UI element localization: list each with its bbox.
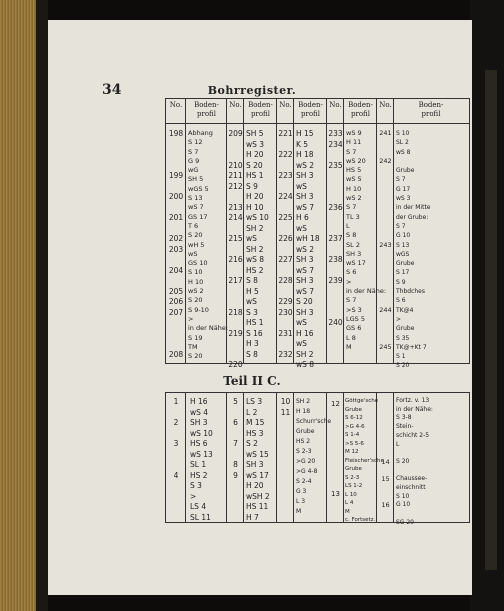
section-title: Teil II C. bbox=[223, 374, 281, 388]
bodenprofil-cell: S 10 SL 2 wS 8 Grube S 7 G 17 wS 3 in der Mitte der Grube: S 7 G 10 S 13 wGS Grube S 17 S 9 Thbdches S 6 TK@4 > Grube S 35 TK@+Kt 7 S 1 S 20 bbox=[396, 130, 431, 370]
bohr-numbers: 12 13 bbox=[331, 400, 340, 498]
bodenprofil-cell: H 16 wS 4 SH 3 wS 10 HS 6 wS 13 SL 1 HS 2 S 3 > LS 4 SL 11 bbox=[190, 397, 213, 522]
bohr-table-teil-iic bbox=[165, 392, 470, 526]
header-bodenprofil: Boden- profil bbox=[248, 101, 273, 118]
bohr-numbers: 209 210 211 212 213 214 215 216 217 218 219 220 bbox=[228, 129, 243, 369]
bohr-numbers: 5 6 7 8 9 bbox=[233, 397, 238, 480]
bodenprofil-cell: Abhang S 12 S 7 G 9 wG SH 5 wGS 5 S 13 wS 7 GS 17 T 6 S 20 wH 5 wS GS 10 S 10 H 10 wS 2 S 20 S 9-10 > in der Nähe: S 19 TM S 20 bbox=[188, 129, 229, 361]
bohr-numbers: 233 234 235 236 237 238 239 240 bbox=[328, 129, 343, 327]
header-bodenprofil: Boden- profil bbox=[348, 101, 373, 118]
bodenprofil-cell: wS 9 H 11 S 7 wS 20 HS 5 wS 5 H 10 wS 2 S 7 TL 3 L S 8 SL 2 SH 3 wS 17 S 6 > in der Nähe: S 7 >S 3 LGS 5 GS 6 L 8 M bbox=[346, 129, 387, 351]
header-bodenprofil: Boden- profil bbox=[194, 101, 219, 118]
bohr-numbers: 1 2 3 4 bbox=[173, 397, 179, 480]
bohr-numbers: 198 199 200 201 202 203 204 205 206 207 208 bbox=[168, 129, 184, 359]
bodenprofil-cell: LS 3 L 2 M 15 HS 3 S 2 wS 15 SH 3 wS 17 H 20 wSH 2 HS 11 H 7 bbox=[246, 397, 270, 522]
bodenprofil-cell: SH 5 wS 3 H 20 S 20 HS 1 S 9 H 20 H 10 wS 10 SH 2 wS SH 2 wS 8 HS 2 S 8 H 5 wS S 3 HS 1 S 16 H 3 S 8 bbox=[246, 129, 269, 359]
header-no: No. bbox=[379, 101, 392, 109]
bodenprofil-cell: H 15 K 5 H 18 wS 2 SH 3 wS SH 3 wS 7 H 6 wS wH 18 wS 2 SH 3 wS 7 SH 3 wS 7 S 20 SH 3 wS H 16 wS SH 2 wS 8 bbox=[296, 129, 320, 369]
bohr-numbers: 221 222 223 224 225 226 227 228 229 230 231 232 bbox=[278, 129, 293, 359]
header-no: No. bbox=[329, 101, 342, 109]
header-no: No. bbox=[279, 101, 292, 109]
bohr-numbers: 10 11 bbox=[280, 397, 291, 417]
running-head: Bohrregister. bbox=[207, 84, 297, 97]
header-no: No. bbox=[169, 101, 183, 109]
bohr-numbers: 241 242 243 244 245 bbox=[379, 129, 392, 351]
header-bodenprofil: Boden- profil bbox=[298, 101, 323, 118]
header-no: No. bbox=[229, 101, 242, 109]
bohr-table-main bbox=[165, 98, 470, 370]
bodenprofil-cell: Fortz. v. 13 in der Nähe: S 3-8 Stein- schicht 2-5 L S 20 Chaussee- einschnitt S 10 G 10 SG 20 bbox=[396, 397, 433, 526]
bodenprofil-cell: Göttge'sche Grube S 6-12 >G 4-6 S 1-4 >S 5-6 M 12 Fleischer'sche Grube S 2-3 LS 1-2 L 10 L 4 M c. Fortsetz. bbox=[345, 398, 384, 523]
bodenprofil-cell: SH 2 H 18 Schurr'sche Grube HS 2 S 2-3 >G 20 >G 4-8 S 2-4 G 3 L 3 M bbox=[296, 398, 332, 515]
page-number: 34 bbox=[102, 82, 122, 98]
header-bodenprofil: Boden- profil bbox=[418, 101, 444, 118]
bohr-numbers: 14 15 16 bbox=[381, 457, 390, 510]
right-page-edge bbox=[485, 70, 497, 570]
